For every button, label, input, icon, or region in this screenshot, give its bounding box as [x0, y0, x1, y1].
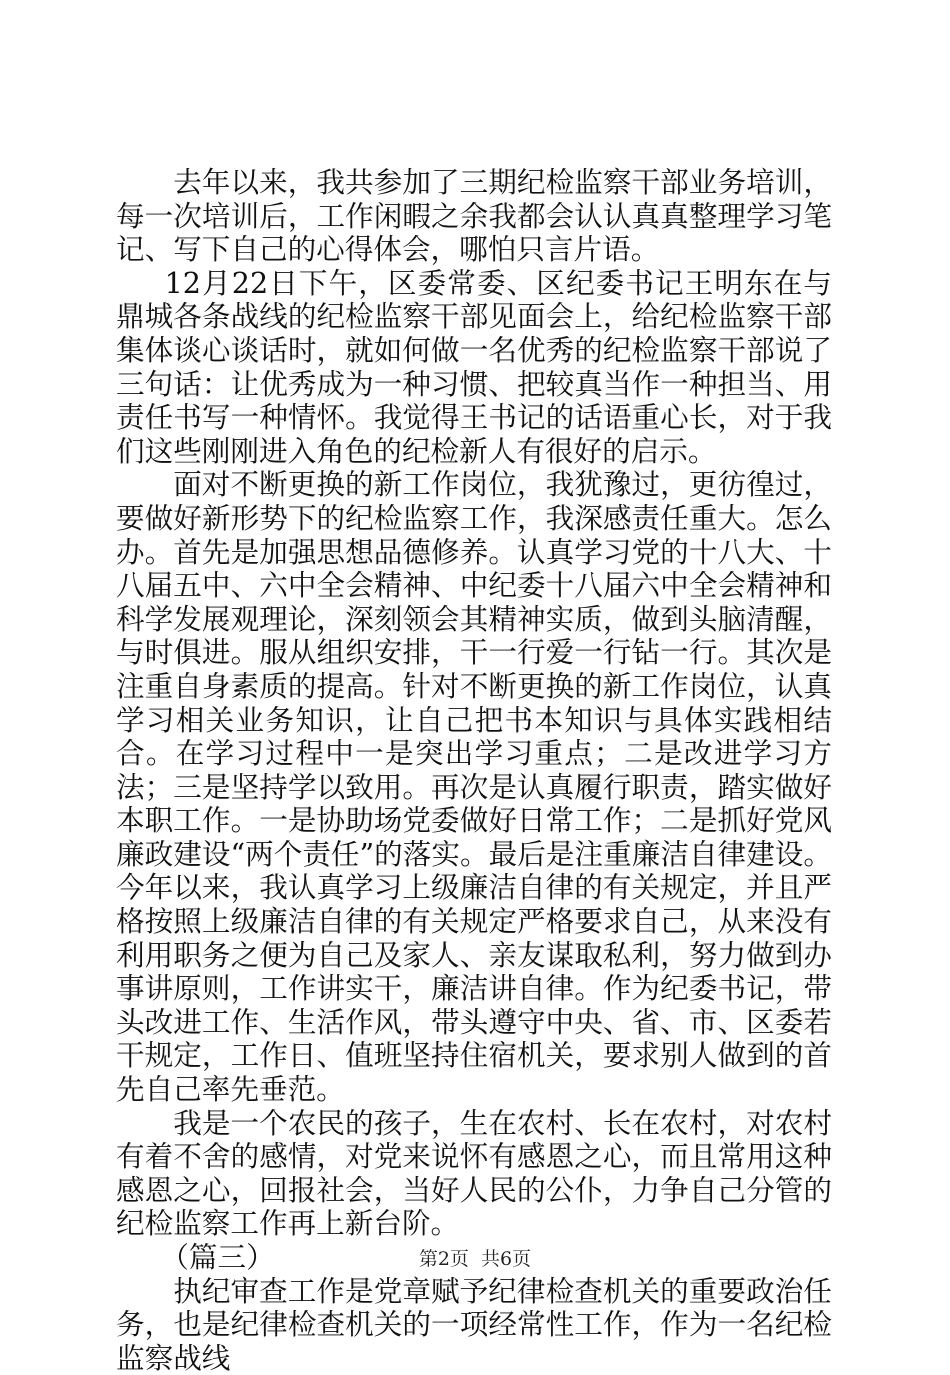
paragraph-1: 去年以来，我共参加了三期纪检监察干部业务培训，每一次培训后，工作闲暇之余我都会认认真真整理学习笔记、写下自己的心得体会，哪怕只言片语。: [116, 165, 832, 267]
page-footer: [0, 1247, 950, 1271]
paragraph-5: 执纪审查工作是党章赋予纪律检查机关的重要政治任务，也是纪律检查机关的一项经常性工作，作为一名纪检监察战线: [116, 1273, 832, 1375]
page-number: 第2页: [418, 1248, 469, 1270]
paragraph-2: 12月22日下午，区委常委、区纪委书记王明东在与鼎城各条战线的纪检监察干部见面会上，给纪检监察干部集体谈心谈话时，就如何做一名优秀的纪检监察干部说了三句话：让优秀成为一种习惯、把较真当作一种担当、用责任书写一种情怀。我觉得王书记的话语重心长，对于我们这些刚刚进入角色的纪检新人有很好的启示。: [116, 265, 832, 468]
document-body: [116, 166, 832, 1375]
paragraph-4: 我是一个农民的孩子，生在农村、长在农村，对农村有着不舍的感情，对党来说怀有感恩之心，而且常用这种感恩之心，回报社会，当好人民的公仆，力争自己分管的纪检监察工作再上新台阶。: [116, 1105, 832, 1241]
paragraph-3: 面对不断更换的新工作岗位，我犹豫过，更彷徨过，要做好新形势下的纪检监察工作，我深感责任重大。怎么办。首先是加强思想品德修养。认真学习党的十八大、十八届五中、六中全会精神、中纪委十八届六中全会精神和科学发展观理论，深刻领会其精神实质，做到头脑清醒，与时俱进。服从组织安排，干一行爱一行钻一行。其次是注重自身素质的提高。针对不断更换的新工作岗位，认真学习相关业务知识，让自己把书本知识与具体实践相结合。在学习过程中一是突出学习重点；二是改进学习方法；三是坚持学以致用。再次是认真履行职责，踏实做好本职工作。一是协助场党委做好日常工作；二是抓好党风廉政建设“两个责任”的落实。最后是注重廉洁自律建设。今年以来，我认真学习上级廉洁自律的有关规定，并且严格按照上级廉洁自律的有关规定严格要求自己，从来没有利用职务之便为自己及家人、亲友谋取私利，努力做到办事讲原则，工作讲实干，廉洁讲自律。作为纪委书记，带头改进工作、生活作风，带头遵守中央、省、市、区委若干规定，工作日、值班坚持住宿机关，要求别人做到的首先自己率先垂范。: [116, 467, 832, 1107]
section-heading: （篇三）: [160, 1240, 275, 1274]
page-total: 共6页: [481, 1248, 532, 1270]
